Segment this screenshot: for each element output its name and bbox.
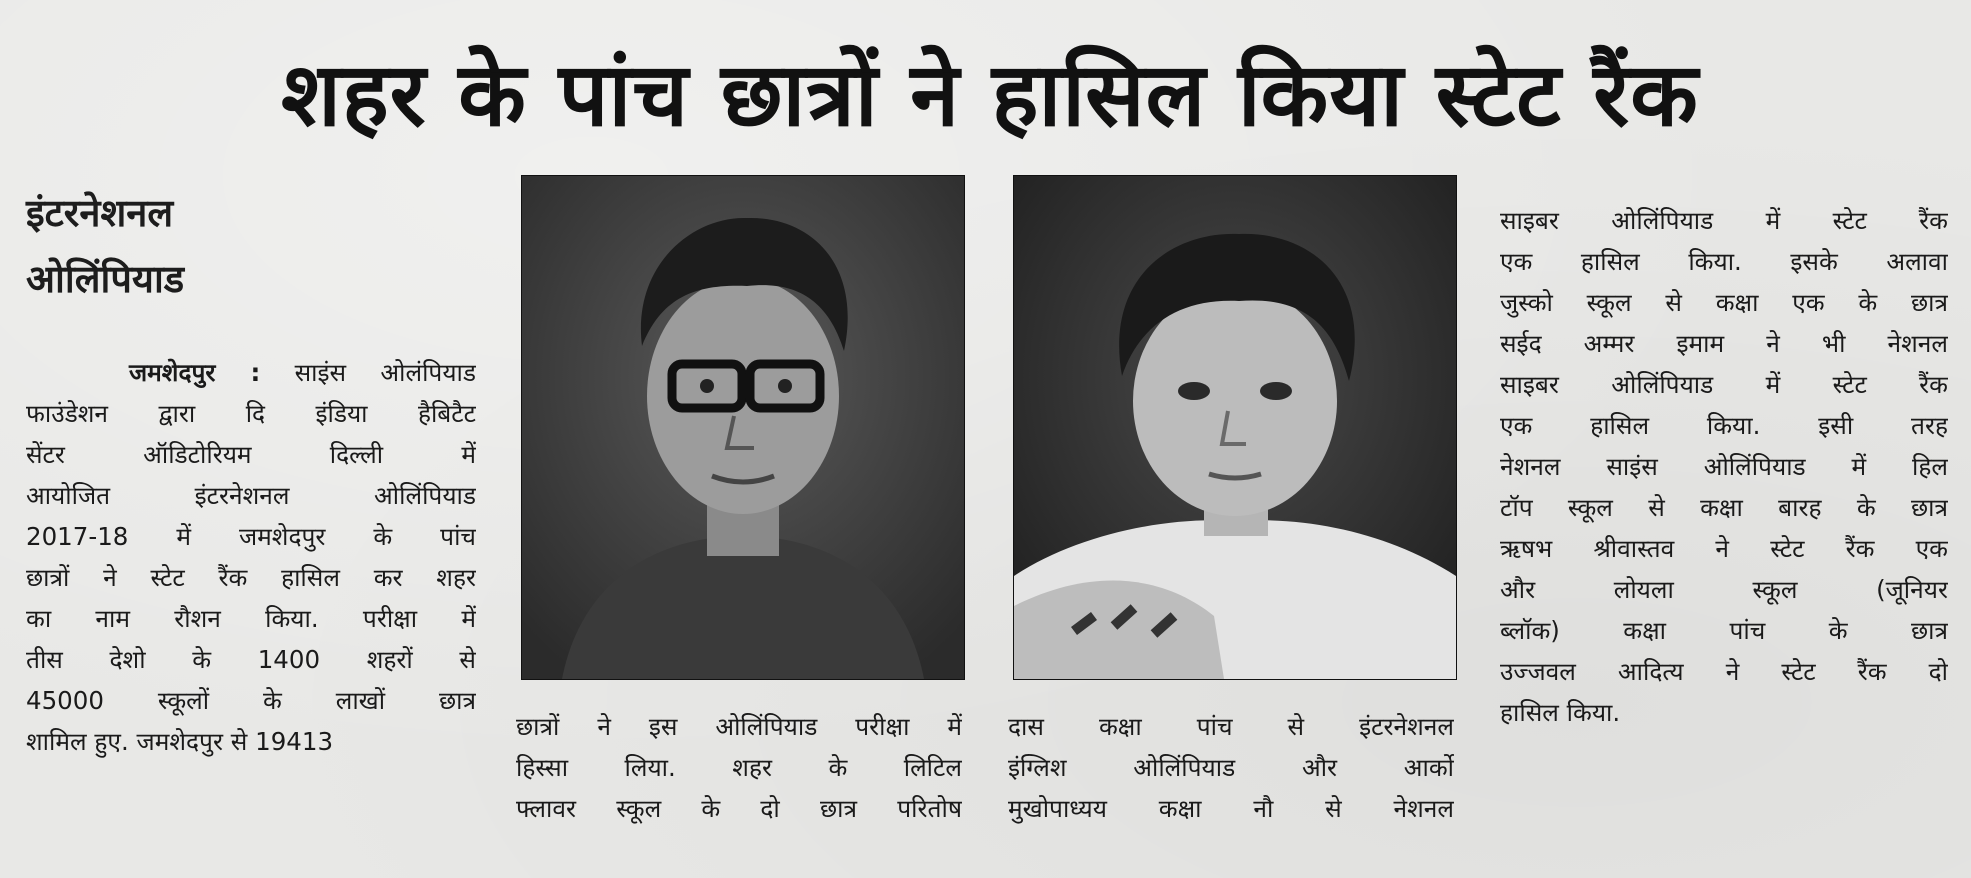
article-column-2 [516, 706, 962, 829]
column-line [26, 352, 476, 393]
article-column-1 [26, 352, 476, 762]
column-line: सईद अम्मर इमाम ने भी नेशनल [1500, 329, 1948, 358]
column-line: साइबर ओलिंपियाड में स्टेट रैंक [1500, 206, 1948, 235]
column-line: ब्लॉक) कक्षा पांच के छात्र [1500, 616, 1948, 645]
subheading-line-2: ओलिंपियाड [26, 257, 185, 301]
student-photo-boy-glasses-icon [522, 176, 964, 679]
column-line: टॉप स्कूल से कक्षा बारह के छात्र [1500, 493, 1948, 522]
headline: शहर के पांच छात्रों ने हासिल किया स्टेट रैंक [281, 43, 1699, 146]
column-line: आयोजित इंटरनेशनल ओलिंपियाड [26, 481, 476, 510]
subheading [26, 180, 496, 312]
student-photo-child [1013, 175, 1457, 680]
column-line: उज्जवल आदित्य ने स्टेट रैंक दो [1500, 657, 1948, 686]
column-line: दास कक्षा पांच से इंटरनेशनल [1008, 712, 1454, 741]
dateline: जमशेदपुर : [128, 358, 261, 387]
student-photo-boy-glasses [521, 175, 965, 680]
column-line: का नाम रौशन किया. परीक्षा में [26, 604, 476, 633]
column-line: 2017-18 में जमशेदपुर के पांच [26, 522, 476, 551]
column-line: एक हासिल किया. इसके अलावा [1500, 247, 1948, 276]
column-line: 45000 स्कूलों के लाखों छात्र [26, 686, 476, 715]
column-line: नेशनल साइंस ओलिंपियाड में हिल [1500, 452, 1948, 481]
column-line: सेंटर ऑडिटोरियम दिल्ली में [26, 440, 476, 469]
column-line: फाउंडेशन द्वारा दि इंडिया हैबिटैट [26, 399, 476, 428]
column-line: छात्रों ने स्टेट रैंक हासिल कर शहर [26, 563, 476, 592]
student-photo-child-icon [1014, 176, 1456, 679]
column-line: ऋषभ श्रीवास्तव ने स्टेट रैंक एक [1500, 534, 1948, 563]
column-line: मुखोपाध्यय कक्षा नौ से नेशनल [1008, 794, 1454, 823]
column-line: इंग्लिश ओलिंपियाड और आर्को [1008, 753, 1454, 782]
column-line-text: साइंस ओलंपियाड [294, 358, 476, 387]
article-column-4 [1500, 200, 1948, 733]
column-line: शामिल हुए. जमशेदपुर से 19413 [26, 727, 334, 756]
article-column-3 [1008, 706, 1454, 829]
column-line: जुस्को स्कूल से कक्षा एक के छात्र [1500, 288, 1948, 317]
column-line: तीस देशो के 1400 शहरों से [26, 645, 476, 674]
subheading-line-1: इंटरनेशनल [26, 191, 174, 235]
column-line: एक हासिल किया. इसी तरह [1500, 411, 1948, 440]
column-line: फ्लावर स्कूल के दो छात्र परितोष [516, 794, 962, 823]
column-line: साइबर ओलिंपियाड में स्टेट रैंक [1500, 370, 1948, 399]
column-line: और लोयला स्कूल (जूनियर [1500, 575, 1948, 604]
column-line: छात्रों ने इस ओलिंपियाड परीक्षा में [516, 712, 962, 741]
column-line: हासिल किया. [1500, 698, 1621, 727]
column-line: हिस्सा लिया. शहर के लिटिल [516, 753, 962, 782]
